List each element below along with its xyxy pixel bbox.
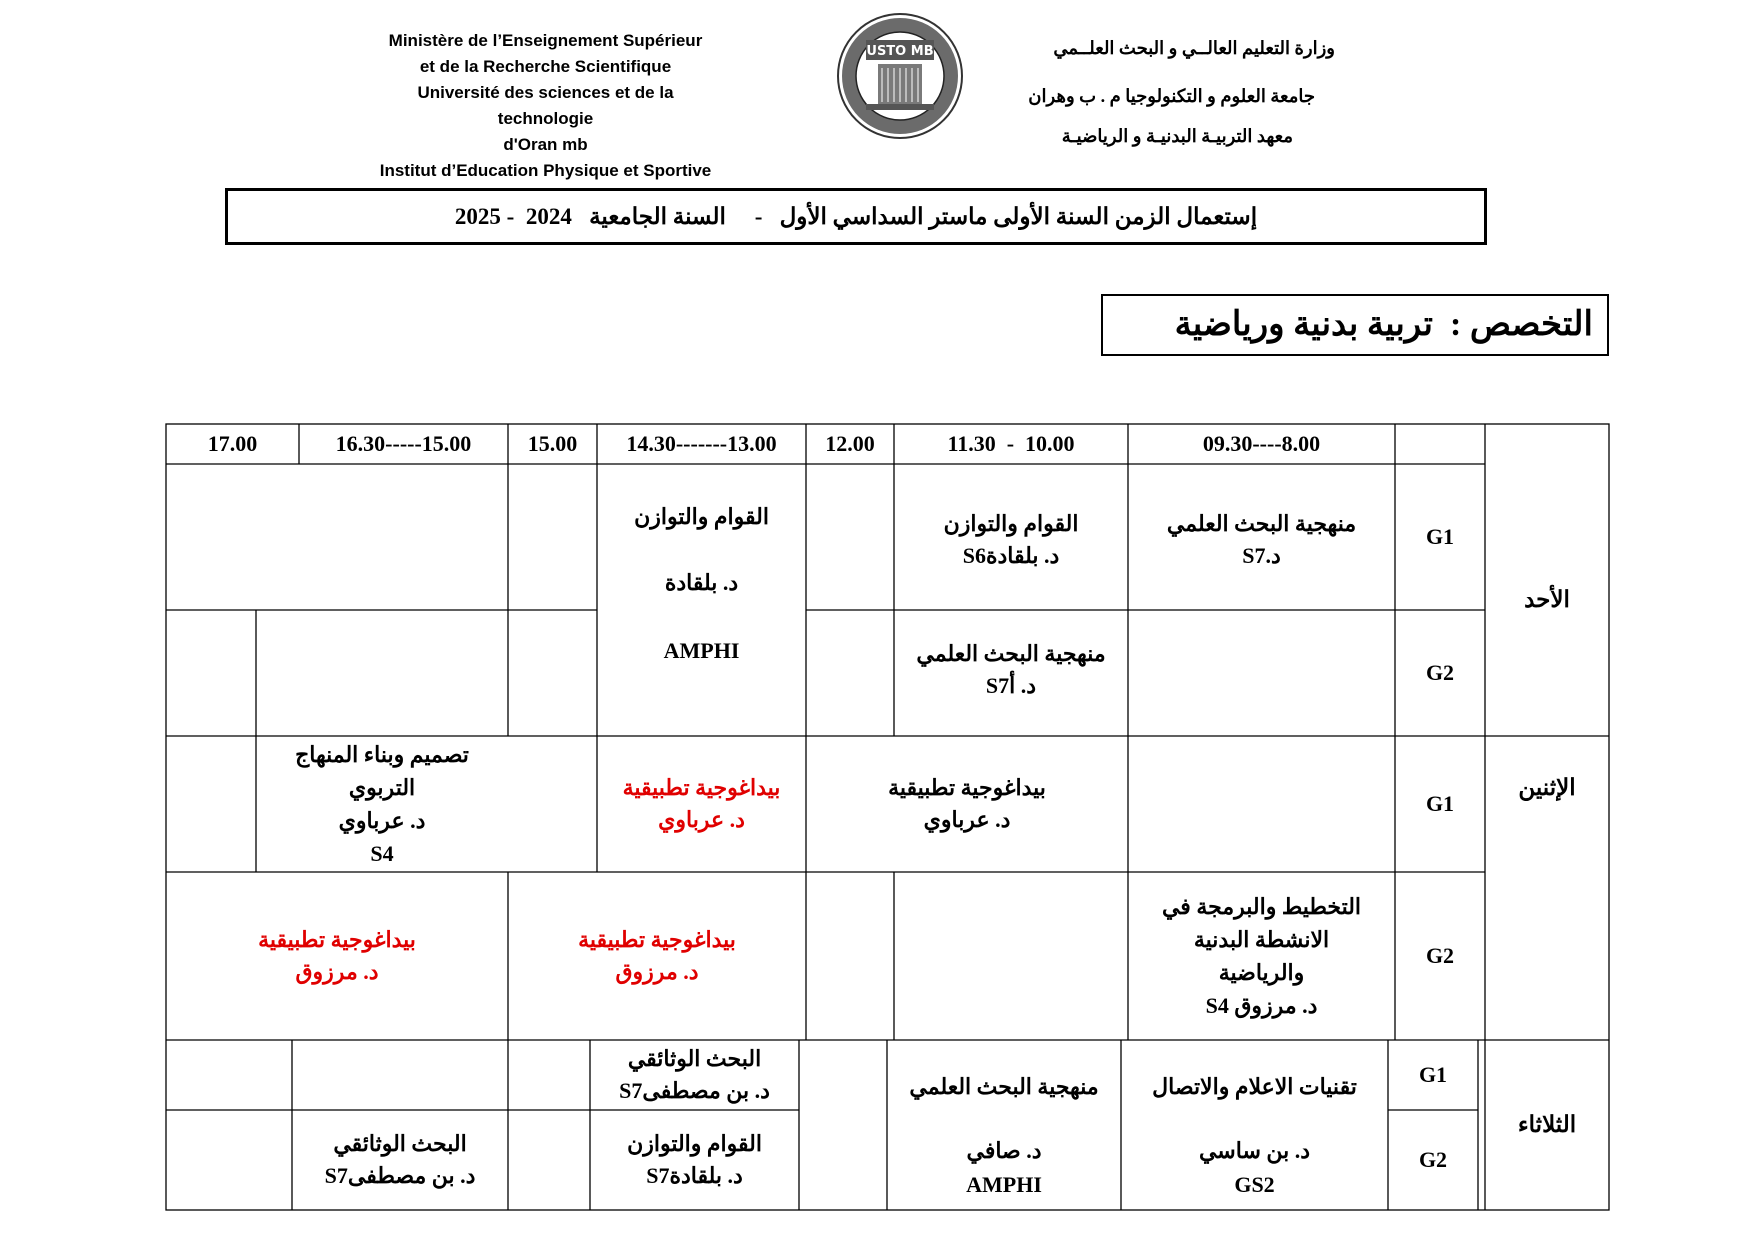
session-teacher: د. صافي: [966, 1138, 1042, 1163]
group-g1: G1: [1425, 791, 1455, 816]
logo-text: USTO MB: [866, 44, 934, 59]
session-teacher: د. عرباوي: [338, 808, 426, 833]
day-sunday: الأحد: [1524, 587, 1570, 612]
group-g2: G2: [1425, 660, 1455, 685]
group-g2: G2: [1418, 1147, 1448, 1172]
session-room: AMPHI: [966, 1172, 1042, 1197]
header-fr-line: Université des sciences et de la technologie: [417, 83, 674, 128]
session-teacher: د. مرزوق: [295, 959, 379, 984]
time-header: 15.00: [527, 431, 578, 456]
session-course: البحث الوثائقي: [333, 1131, 467, 1156]
time-header: 11.30 - 10.00: [947, 431, 1075, 456]
session-course: بيداغوجية تطبيقية: [578, 927, 736, 952]
time-header: 14.30-------13.00: [626, 431, 777, 456]
timetable-title: إستعمال الزمن السنة الأولى ماستر السداسي الأول - السنة الجامعية 2024 - 2025: [454, 204, 1258, 229]
session-room: AMPHI: [663, 638, 740, 663]
session-course: التربوي: [348, 775, 416, 800]
time-header: 17.00: [207, 431, 258, 456]
session-course: التخطيط والبرمجة في: [1161, 894, 1362, 919]
session-course: منهجية البحث العلمي: [1166, 511, 1357, 536]
session-sun-g1-1000: [894, 500, 1128, 580]
session-mon-g2-1300: [508, 872, 806, 1040]
session-mon-g2-0800: [1128, 872, 1395, 1040]
session-mon-g1-1500: [256, 736, 508, 872]
session-course: والرياضية: [1218, 960, 1305, 985]
session-mon-g1-1000: [806, 736, 1128, 872]
session-course: تصميم وبناء المنهاج: [295, 742, 469, 767]
session-course: القوام والتوازن: [943, 511, 1079, 536]
session-teacher: د. عرباوي: [658, 807, 745, 832]
header-ar-line: وزارة التعليم العالــي و البحث العلــمي: [1053, 38, 1335, 58]
group-g2: G2: [1425, 943, 1455, 968]
session-teacher-room: د. بن مصطفىS7: [324, 1163, 476, 1188]
group-g1: G1: [1418, 1062, 1448, 1087]
session-tue-g2-1300: [590, 1110, 799, 1210]
session-teacher-room: د.S7: [1242, 543, 1281, 568]
header-fr-line: Institut d’Education Physique et Sportive: [379, 161, 712, 180]
session-teacher-room: د. أS7: [985, 673, 1037, 698]
time-header: 09.30----8.00: [1202, 431, 1321, 456]
time-header: 16.30-----15.00: [335, 431, 472, 456]
session-tue-g2-1500: [292, 1110, 508, 1210]
session-course: منهجية البحث العلمي: [909, 1074, 1099, 1099]
session-course: تقنيات الاعلام والاتصال: [1152, 1074, 1357, 1099]
header-fr-line: d'Oran mb: [503, 135, 588, 154]
session-room: S4: [370, 841, 394, 866]
session-teacher-room: د. مرزوق S4: [1205, 993, 1318, 1018]
session-teacher: د. بلقادة: [664, 570, 739, 595]
session-teacher: د. بن ساسي: [1198, 1138, 1311, 1163]
session-course: القوام والتوازن: [627, 1131, 762, 1156]
session-teacher-room: د. بن مصطفىS7: [619, 1078, 770, 1103]
time-header: 12.00: [825, 431, 875, 456]
session-room: GS2: [1234, 1172, 1275, 1197]
session-sun-1300: [597, 500, 806, 700]
session-teacher: د. مرزوق: [615, 959, 699, 984]
session-course: منهجية البحث العلمي: [916, 641, 1106, 666]
specialty-label: التخصص : تربية بدنية ورياضية: [1174, 306, 1593, 343]
session-mon-g1-1300: [597, 736, 806, 872]
session-course: القوام والتوازن: [634, 504, 769, 529]
session-teacher: د. عرباوي: [923, 807, 1011, 832]
header-ar-line: معهد التربيـة البدنيـة و الرياضيـة: [1061, 126, 1293, 146]
session-teacher-room: د. بلقادةS7: [646, 1163, 743, 1188]
session-tue-1000: [887, 1040, 1121, 1210]
session-teacher-room: د. بلقادةS6: [962, 543, 1060, 568]
group-g1: G1: [1425, 524, 1455, 549]
session-sun-g2-1000: [894, 630, 1128, 710]
session-course: الانشطة البدنية: [1193, 927, 1330, 952]
day-tuesday: الثلاثاء: [1517, 1112, 1577, 1137]
header-fr-line: Ministère de l’Enseignement Supérieur: [388, 31, 703, 50]
session-course: بيداغوجية تطبيقية: [622, 775, 781, 800]
session-tue-g1-1300: [590, 1040, 799, 1110]
header-fr-line: et de la Recherche Scientifique: [419, 57, 672, 76]
session-course: البحث الوثائقي: [627, 1046, 762, 1071]
session-sun-g1-0800: [1128, 500, 1395, 580]
session-tue-0800: [1121, 1040, 1388, 1210]
day-monday: الإثنين: [1518, 775, 1576, 800]
session-course: بيداغوجية تطبيقية: [888, 775, 1046, 800]
session-course: بيداغوجية تطبيقية: [258, 927, 416, 952]
session-mon-g2-1500: [166, 872, 508, 1040]
header-ar-line: جامعة العلوم و التكنولوجيا م . ب وهران: [1028, 86, 1315, 106]
